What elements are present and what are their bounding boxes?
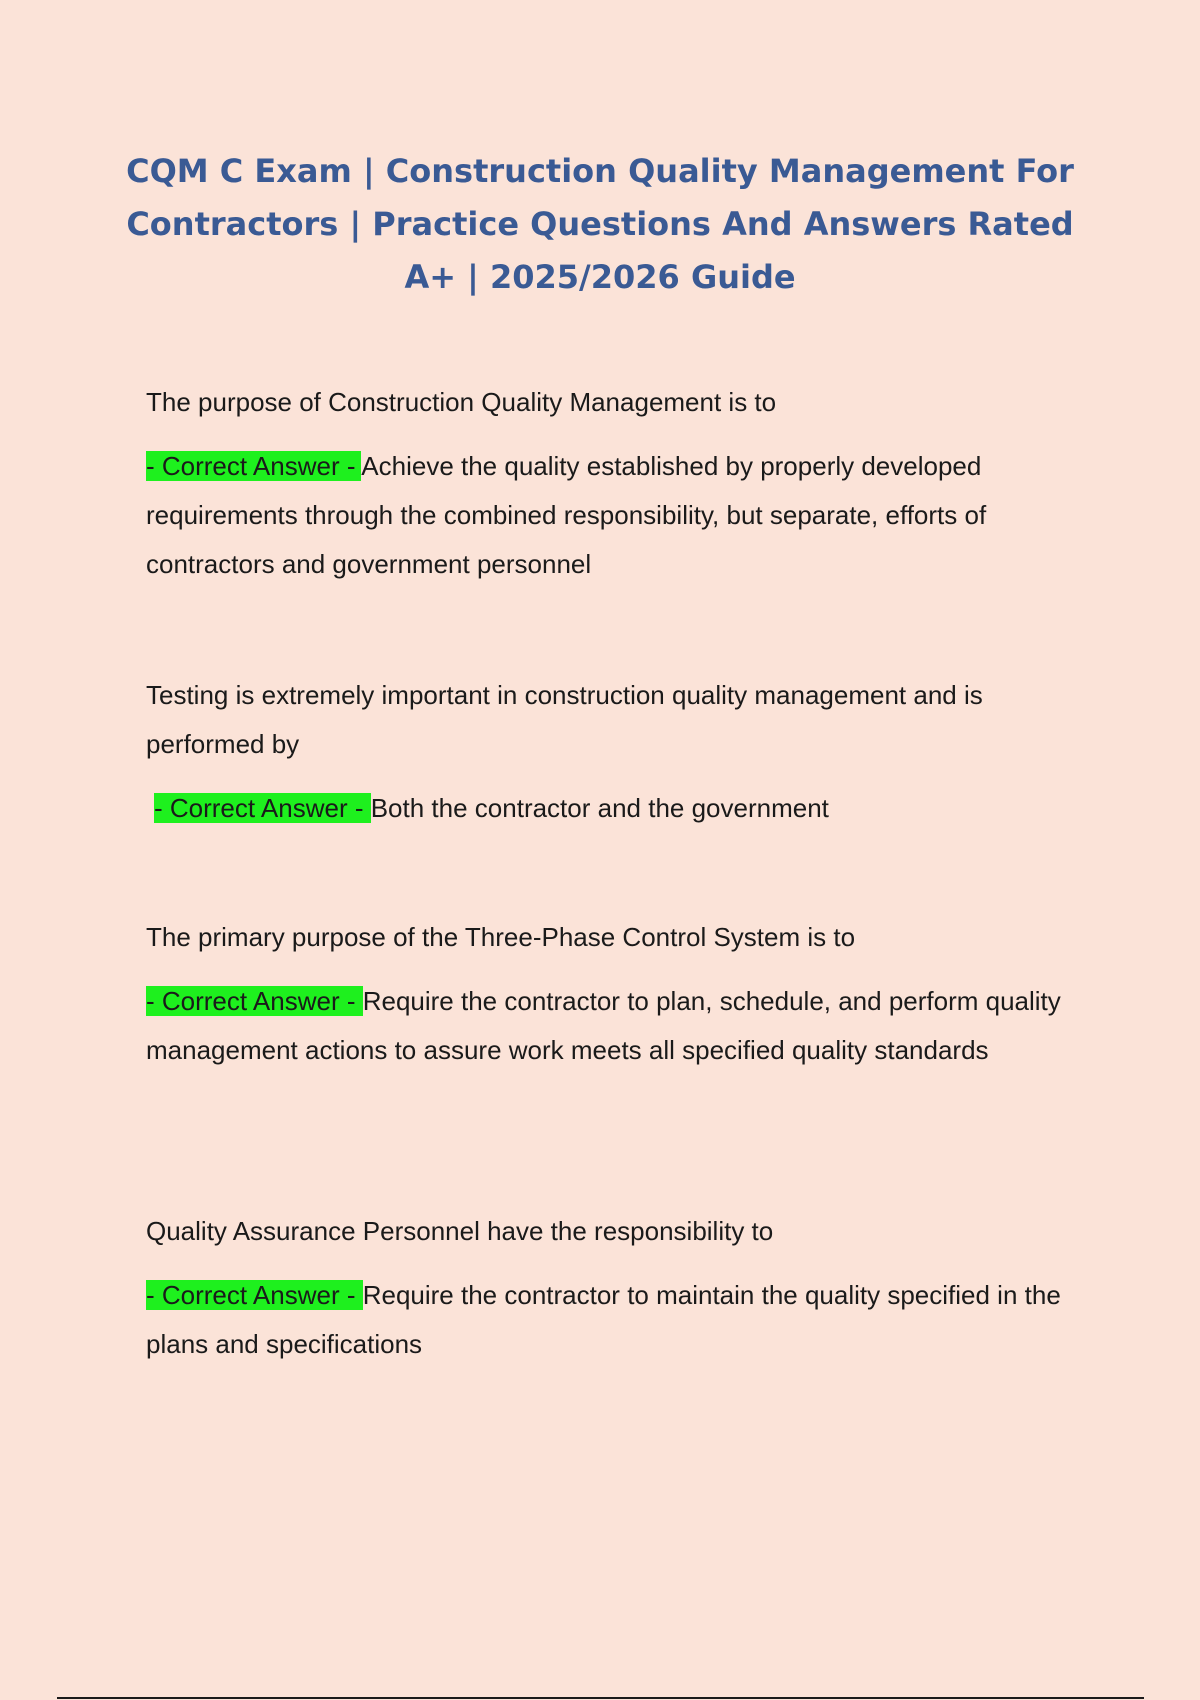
correct-answer-label: - Correct Answer - (154, 793, 371, 823)
answer-body: Require the contractor to maintain the quality specified in the plans and specifications (146, 1280, 1061, 1359)
answer-text (146, 1271, 1066, 1369)
qa-item-1 (146, 378, 1066, 589)
qa-item-2 (146, 671, 1066, 833)
answer-text (146, 442, 1066, 589)
answer-body: Achieve the quality established by properly developed requirements through the combined responsibility, but separate, efforts of contractors and government personnel (146, 451, 987, 579)
question-text: Testing is extremely important in construction quality management and is performed by (146, 680, 983, 759)
correct-answer-label: - Correct Answer - (146, 986, 363, 1016)
footer-divider (57, 1697, 1144, 1699)
answer-body: Both the contractor and the government (370, 793, 829, 823)
qa-item-3 (146, 913, 1066, 1075)
qa-item-4 (146, 1207, 1066, 1369)
correct-answer-label: - Correct Answer - (146, 1280, 363, 1310)
answer-text (146, 784, 1066, 833)
answer-body: Require the contractor to plan, schedule, and perform quality management actions to assure work meets all specified quality standards (146, 986, 1061, 1065)
answer-text (146, 977, 1066, 1075)
document-title: CQM C Exam | Construction Quality Management For Contractors | Practice Questions And Answers Rated A+ | 2025/2026 Guide (126, 152, 1074, 296)
question-text: The primary purpose of the Three-Phase Control System is to (146, 922, 856, 952)
question-text: The purpose of Construction Quality Management is to (146, 387, 777, 417)
question-text: Quality Assurance Personnel have the responsibility to (146, 1216, 774, 1246)
correct-answer-label: - Correct Answer - (146, 451, 362, 481)
